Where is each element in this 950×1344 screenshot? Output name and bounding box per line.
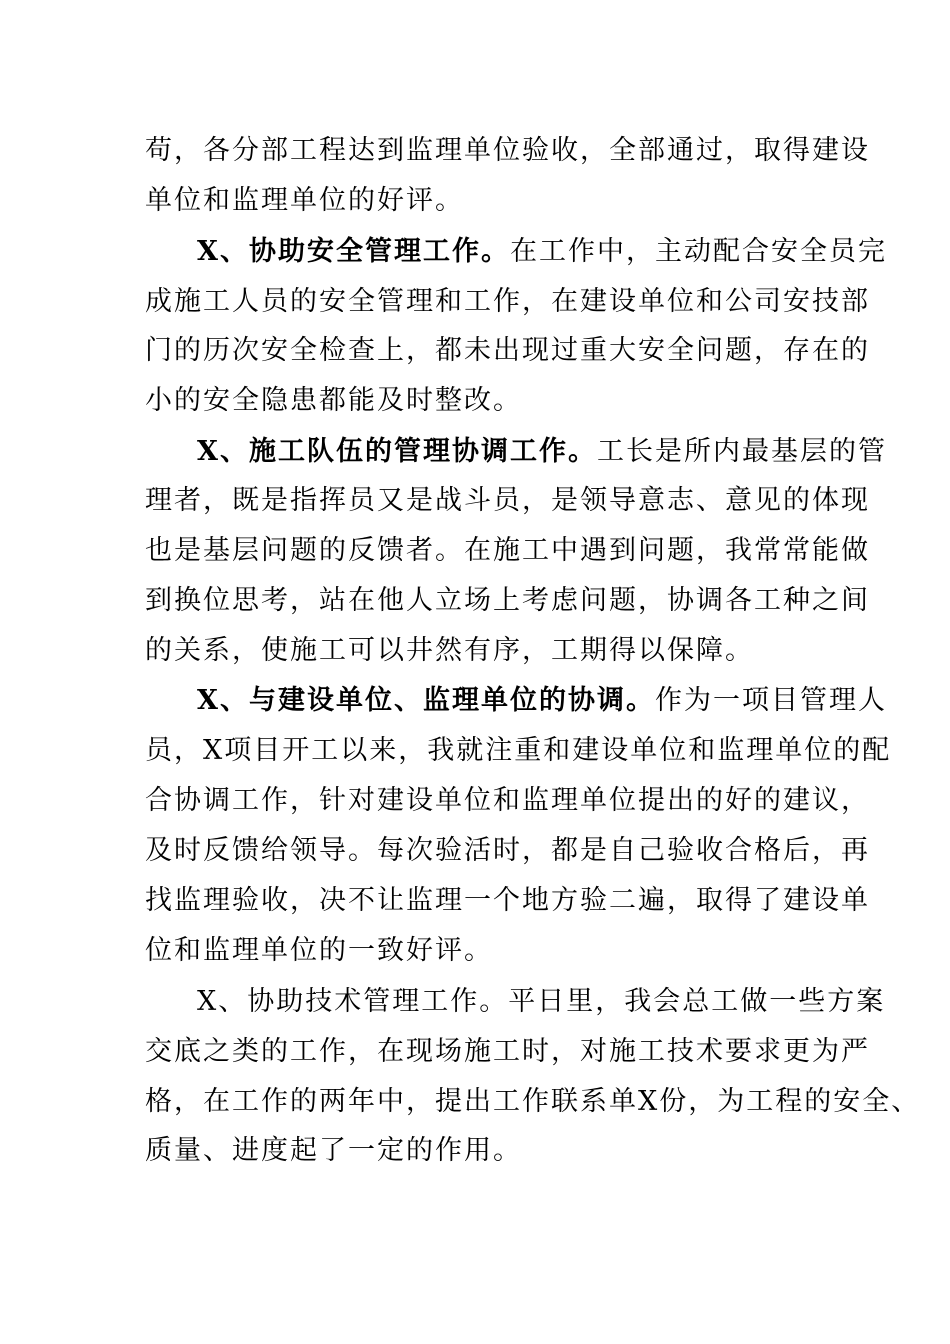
paragraph-line — [145, 881, 870, 921]
line-text: 作为一项目管理人 — [654, 685, 887, 716]
line-text: 门的历次安全检查上，都未出现过重大安全问题，存在的 — [145, 335, 870, 366]
line-text: 小的安全隐患都能及时整改。 — [145, 385, 522, 416]
paragraph-line — [145, 931, 825, 971]
line-text: 及时反馈给领导。每次验活时，都是自己验收合格后，再 — [145, 835, 870, 866]
section-heading: X、协助安全管理工作。 — [197, 236, 510, 267]
paragraph-line — [145, 1032, 870, 1072]
line-text: 工长是所内最基层的管 — [596, 436, 887, 467]
paragraph-line — [145, 731, 892, 771]
line-text: 在工作中，主动配合安全员完 — [509, 236, 887, 267]
paragraph-line — [145, 1131, 825, 1171]
paragraph-line — [145, 831, 870, 871]
paragraph-line — [145, 331, 870, 371]
paragraph-line — [197, 681, 887, 721]
paragraph-line — [145, 631, 825, 671]
section-heading: X、施工队伍的管理协调工作。 — [197, 436, 597, 467]
line-text: X、协助技术管理工作。平日里，我会总工做一些方案 — [197, 986, 886, 1017]
line-text: 也是基层问题的反馈者。在施工中遇到问题，我常常能做 — [145, 535, 870, 566]
line-text: 位和监理单位的一致好评。 — [145, 935, 493, 966]
paragraph-line — [145, 481, 870, 521]
paragraph-line — [197, 432, 887, 472]
paragraph-line — [145, 581, 870, 621]
line-text: 的关系，使施工可以井然有序，工期得以保障。 — [145, 635, 754, 666]
line-text: 成施工人员的安全管理和工作，在建设单位和公司安技部 — [145, 286, 870, 317]
line-text: 单位和监理单位的好评。 — [145, 185, 464, 216]
line-text: 格，在工作的两年中，提出工作联系单X份，为工程的安全、 — [145, 1086, 921, 1117]
line-text: 理者，既是指挥员又是战斗员，是领导意志、意见的体现 — [145, 485, 870, 516]
line-text: 找监理验收，决不让监理一个地方验二遍，取得了建设单 — [145, 885, 870, 916]
paragraph-line — [145, 282, 870, 322]
section-heading: X、与建设单位、监理单位的协调。 — [197, 685, 655, 716]
paragraph-line — [145, 531, 870, 571]
line-text: 合协调工作，针对建设单位和监理单位提出的好的建议， — [145, 785, 870, 816]
paragraph-line — [145, 181, 825, 221]
paragraph-line — [145, 131, 870, 171]
line-text: 到换位思考，站在他人立场上考虑问题，协调各工种之间 — [145, 585, 870, 616]
line-text: 苟，各分部工程达到监理单位验收，全部通过，取得建设 — [145, 135, 870, 166]
line-text: 员，X项目开工以来，我就注重和建设单位和监理单位的配 — [145, 735, 892, 766]
line-text: 交底之类的工作，在现场施工时，对施工技术要求更为严 — [145, 1036, 870, 1067]
paragraph-line — [197, 982, 886, 1022]
paragraph-line — [197, 232, 887, 272]
paragraph-line — [145, 781, 870, 821]
paragraph-line — [145, 1082, 921, 1122]
line-text: 质量、进度起了一定的作用。 — [145, 1135, 522, 1166]
paragraph-line — [145, 381, 825, 421]
